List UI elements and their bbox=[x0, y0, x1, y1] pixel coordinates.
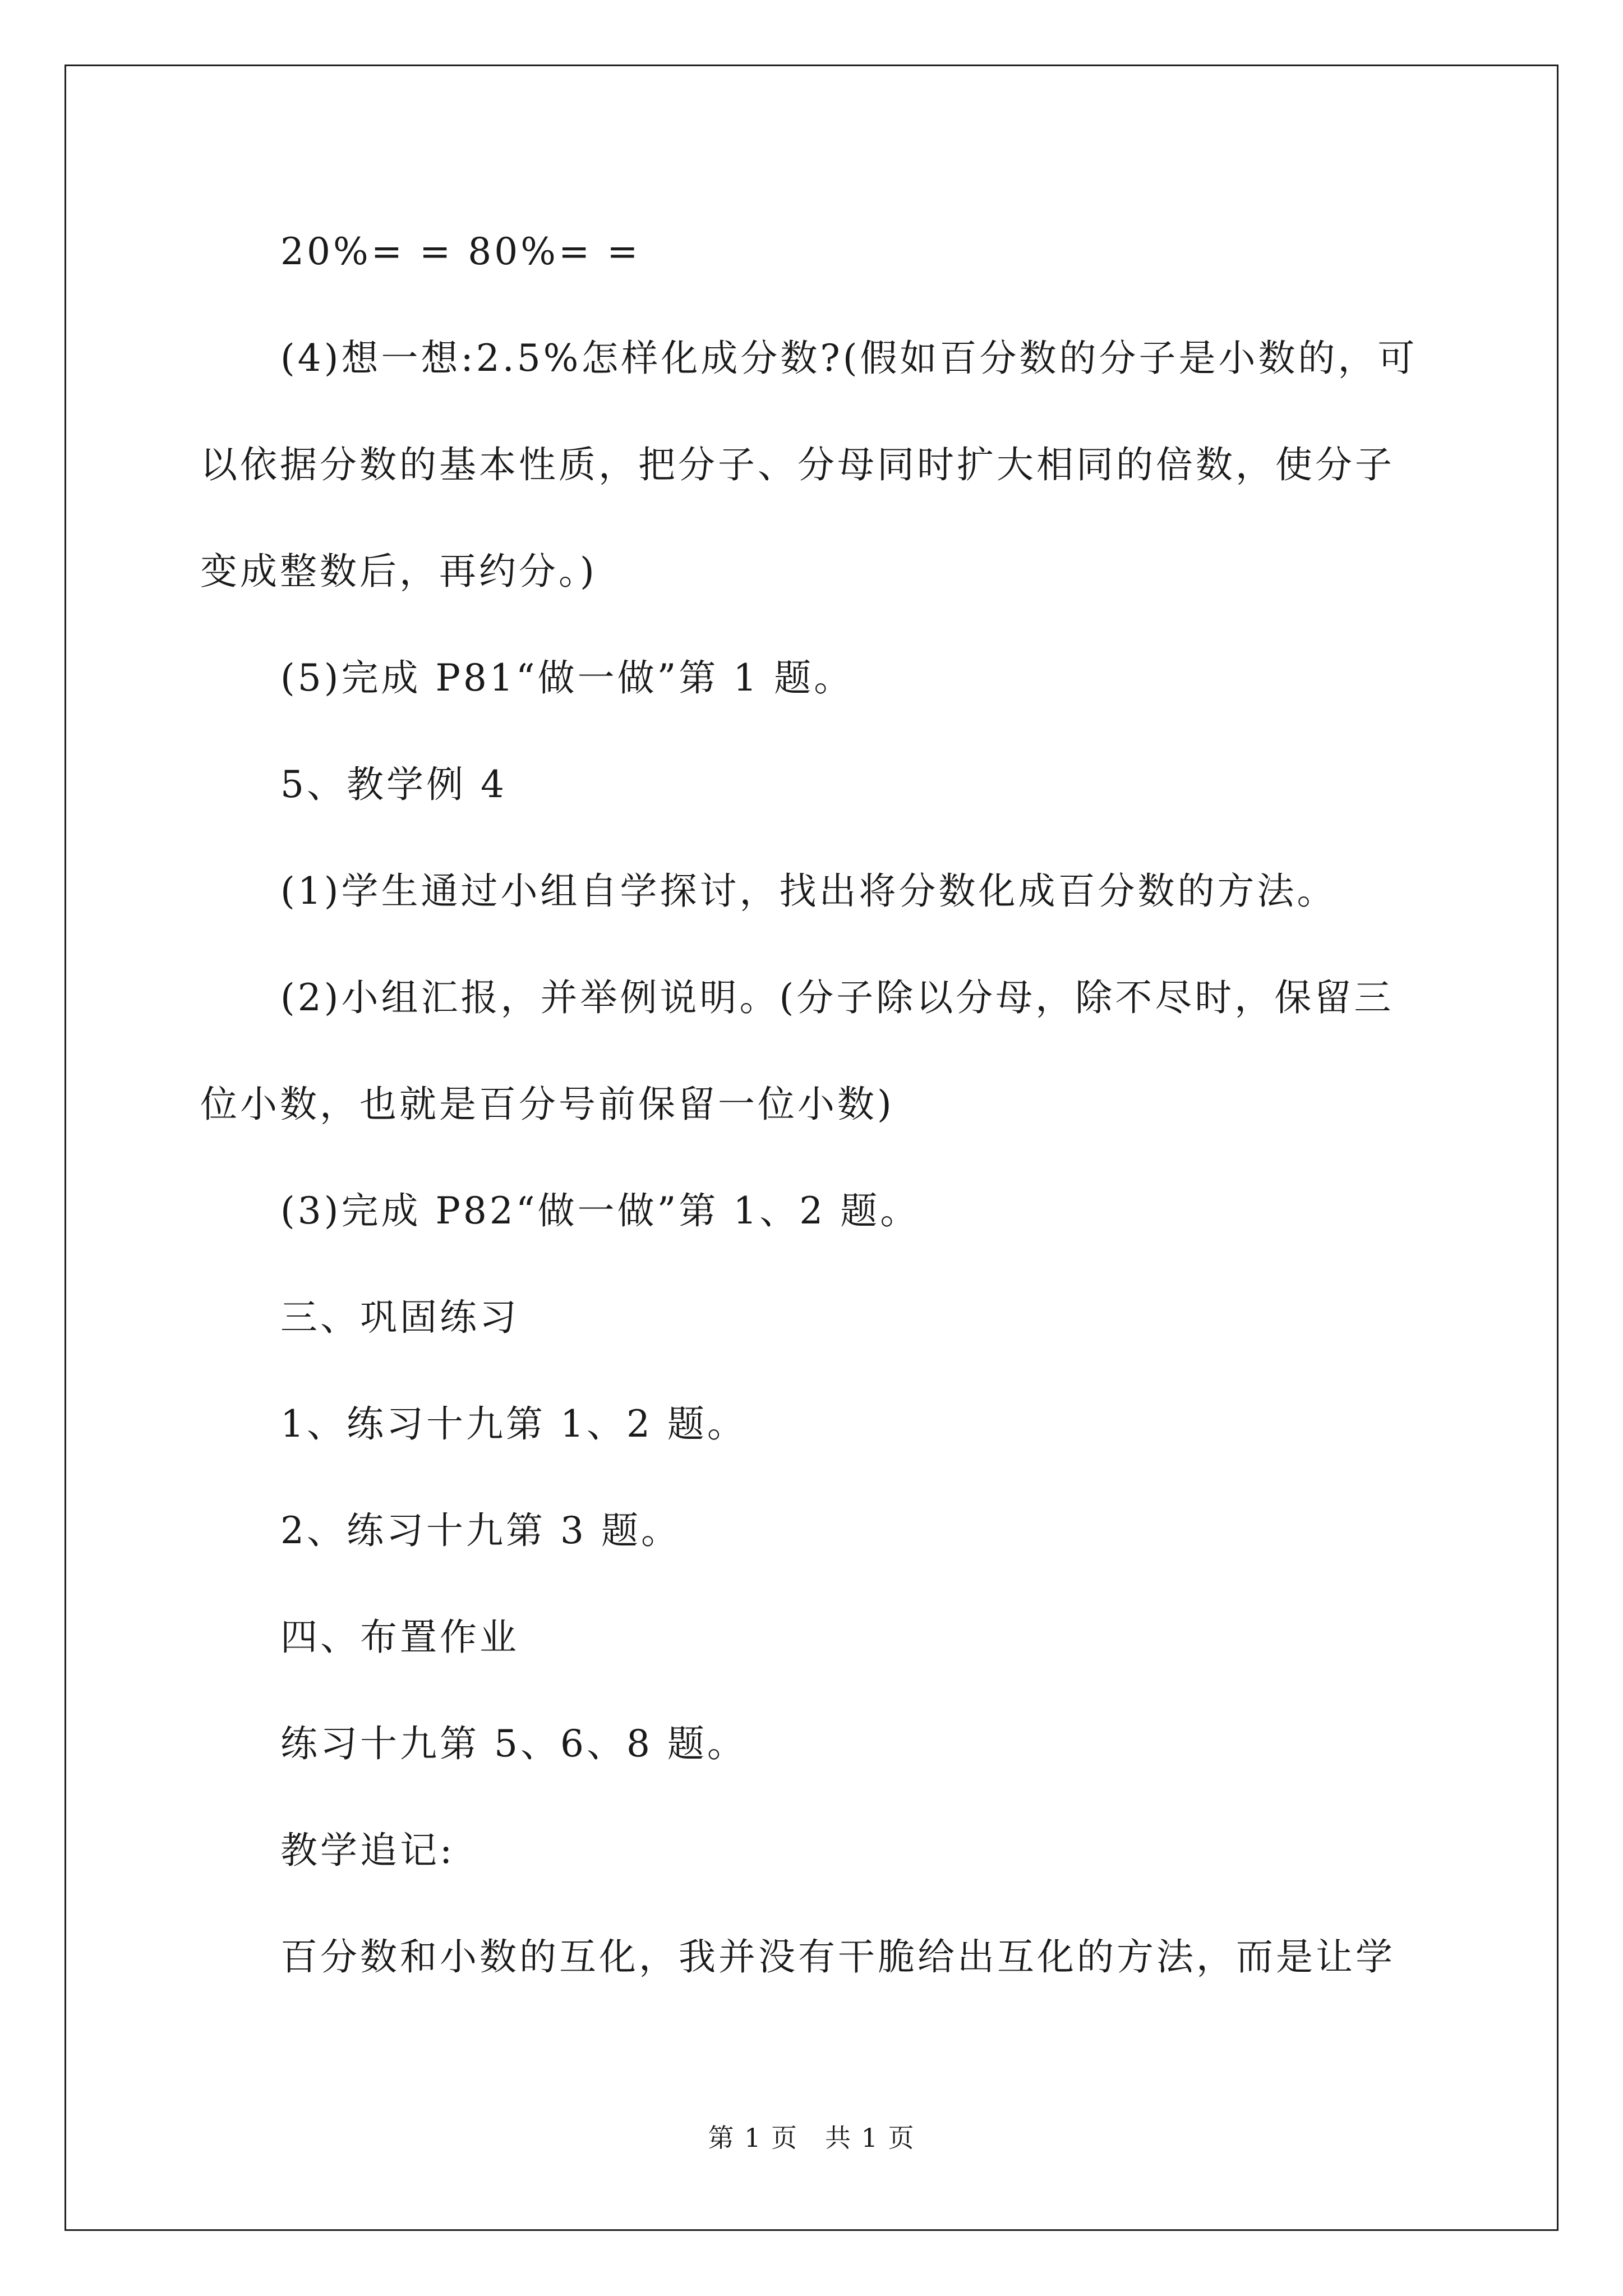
paragraph-4-line-2: 以依据分数的基本性质，把分子、分母同时扩大相同的倍数，使分子 bbox=[200, 443, 1395, 486]
paragraph-4-line-1: (4)想一想:2.5%怎样化成分数?(假如百分数的分子是小数的，可 bbox=[280, 337, 1418, 380]
section-homework: 四、布置作业 bbox=[280, 1616, 519, 1659]
paragraph-2-line-2: 位小数，也就是百分号前保留一位小数) bbox=[200, 1083, 895, 1126]
section-consolidation: 三、巩固练习 bbox=[280, 1296, 519, 1339]
paragraph-2-line-1: (2)小组汇报，并举例说明。(分子除以分母，除不尽时，保留三 bbox=[280, 976, 1394, 1019]
teaching-notes-heading: 教学追记: bbox=[280, 1829, 455, 1872]
teaching-notes-text: 百分数和小数的互化，我并没有干脆给出互化的方法，而是让学 bbox=[280, 1935, 1395, 1978]
paragraph-4-line-3: 变成整数后，再约分。) bbox=[200, 550, 597, 593]
page-border bbox=[64, 65, 1559, 2231]
paragraph-5: (5)完成 P81“做一做”第 1 题。 bbox=[280, 656, 854, 700]
exercise-1: 1、练习十九第 1、2 题。 bbox=[280, 1402, 747, 1446]
homework-item: 练习十九第 5、6、8 题。 bbox=[280, 1722, 747, 1765]
exercise-2: 2、练习十九第 3 题。 bbox=[280, 1509, 681, 1552]
paragraph-3: (3)完成 P82“做一做”第 1、2 题。 bbox=[280, 1189, 920, 1232]
section-example-4: 5、教学例 4 bbox=[280, 763, 507, 806]
paragraph-formula: 20%= = 80%= = bbox=[280, 230, 641, 273]
page-footer: 第 1 页 共 1 页 bbox=[708, 2123, 915, 2153]
paragraph-1: (1)学生通过小组自学探讨，找出将分数化成百分数的方法。 bbox=[280, 869, 1337, 913]
